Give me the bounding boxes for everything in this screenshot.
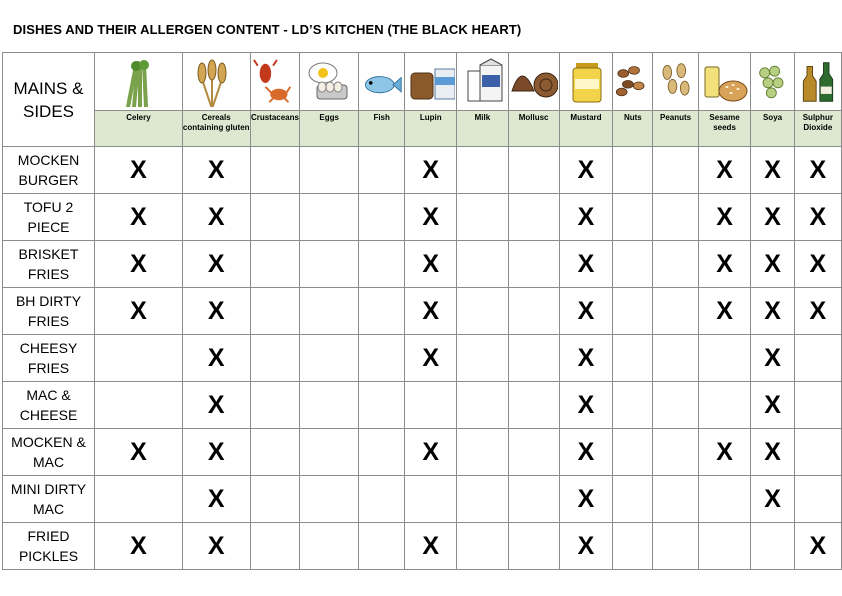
dish-row [3,382,842,429]
allergen-label: Crustaceans [250,111,300,147]
allergen-present-mark: X [405,241,457,288]
dish-row [3,429,842,476]
dish-name: CHEESY FRIES [3,335,95,382]
allergen-present-mark: X [559,194,612,241]
soya-icon [753,57,793,107]
allergen-empty-cell [359,241,405,288]
allergen-present-mark: X [559,335,612,382]
allergen-empty-cell [359,335,405,382]
allergen-present-mark: X [182,194,250,241]
lupin-icon [407,57,455,107]
allergen-label: Celery [95,111,183,147]
allergen-present-mark: X [751,335,794,382]
allergen-empty-cell [300,382,359,429]
allergen-empty-cell [653,241,698,288]
allergen-empty-cell [508,241,559,288]
allergen-empty-cell [300,429,359,476]
allergen-icon-cell [653,53,698,111]
allergen-present-mark: X [794,288,841,335]
allergen-empty-cell [613,194,653,241]
dish-name: BRISKET FRIES [3,241,95,288]
allergen-label: Milk [457,111,508,147]
allergen-empty-cell [794,429,841,476]
allergen-present-mark: X [95,147,183,194]
allergen-icon-cell [405,53,457,111]
dish-name: MAC & CHEESE [3,382,95,429]
allergen-label: Sesame seeds [698,111,751,147]
allergen-icon-cell [698,53,751,111]
allergen-present-mark: X [559,288,612,335]
allergen-present-mark: X [95,523,183,570]
allergen-present-mark: X [794,523,841,570]
dish-row [3,241,842,288]
allergen-present-mark: X [405,147,457,194]
allergen-empty-cell [613,523,653,570]
dish-name: TOFU 2 PIECE [3,194,95,241]
allergen-present-mark: X [95,241,183,288]
allergen-empty-cell [698,335,751,382]
allergen-empty-cell [794,476,841,523]
column-header-line: MAINS & [13,78,84,98]
allergen-empty-cell [250,523,300,570]
page-title: DISHES AND THEIR ALLERGEN CONTENT - LD’S KITCHEN (THE BLACK HEART) [13,22,522,37]
allergen-present-mark: X [698,147,751,194]
allergen-empty-cell [508,288,559,335]
sulphur-dioxide-icon [796,57,840,107]
allergen-present-mark: X [182,241,250,288]
allergen-empty-cell [613,335,653,382]
allergen-empty-cell [359,288,405,335]
allergen-empty-cell [457,194,508,241]
allergen-empty-cell [653,382,698,429]
allergen-present-mark: X [559,241,612,288]
allergen-present-mark: X [751,147,794,194]
column-header-mains-sides [3,53,95,147]
allergen-label: Mollusc [508,111,559,147]
allergen-label: Fish [359,111,405,147]
allergen-present-mark: X [751,382,794,429]
peanuts-icon [655,57,697,107]
allergen-empty-cell [95,476,183,523]
allergen-present-mark: X [698,288,751,335]
allergen-present-mark: X [559,476,612,523]
allergen-label: Peanuts [653,111,698,147]
dish-name: BH DIRTY FRIES [3,288,95,335]
fish-icon [360,57,403,107]
allergen-empty-cell [250,288,300,335]
allergen-icon-row [3,53,842,111]
dish-name: MOCKEN BURGER [3,147,95,194]
allergen-present-mark: X [751,288,794,335]
allergen-empty-cell [95,335,183,382]
mollusc-icon [510,57,558,107]
celery-icon [114,57,162,107]
allergen-icon-cell [794,53,841,111]
allergen-present-mark: X [182,429,250,476]
allergen-empty-cell [613,288,653,335]
dish-row [3,476,842,523]
dish-row [3,288,842,335]
allergen-present-mark: X [182,335,250,382]
allergen-present-mark: X [751,429,794,476]
allergen-empty-cell [794,335,841,382]
allergen-icon-cell [508,53,559,111]
allergen-present-mark: X [698,241,751,288]
allergen-empty-cell [359,194,405,241]
allergen-label: Cereals containing gluten [182,111,250,147]
allergen-empty-cell [653,476,698,523]
allergen-empty-cell [405,382,457,429]
allergen-empty-cell [653,335,698,382]
allergen-empty-cell [359,476,405,523]
allergen-icon-cell [250,53,300,111]
allergen-empty-cell [300,523,359,570]
allergen-empty-cell [457,382,508,429]
allergen-present-mark: X [559,382,612,429]
allergen-empty-cell [457,288,508,335]
allergen-present-mark: X [182,523,250,570]
allergen-icon-cell [95,53,183,111]
allergen-empty-cell [300,335,359,382]
milk-icon [458,57,506,107]
wheat-icon [192,57,240,107]
allergen-empty-cell [508,429,559,476]
allergen-empty-cell [508,382,559,429]
allergen-present-mark: X [182,382,250,429]
allergen-empty-cell [300,288,359,335]
allergen-present-mark: X [405,335,457,382]
allergen-empty-cell [751,523,794,570]
allergen-empty-cell [653,523,698,570]
allergen-empty-cell [613,382,653,429]
allergen-empty-cell [359,429,405,476]
allergen-present-mark: X [405,194,457,241]
dish-name: MINI DIRTY MAC [3,476,95,523]
allergen-present-mark: X [794,194,841,241]
allergen-empty-cell [698,523,751,570]
allergen-empty-cell [698,382,751,429]
allergen-present-mark: X [794,241,841,288]
allergen-empty-cell [457,429,508,476]
allergen-empty-cell [653,194,698,241]
allergen-present-mark: X [182,288,250,335]
allergen-icon-cell [359,53,405,111]
allergen-present-mark: X [95,194,183,241]
allergen-empty-cell [359,147,405,194]
eggs-icon [305,57,353,107]
allergen-present-mark: X [698,194,751,241]
allergen-empty-cell [300,241,359,288]
allergen-empty-cell [794,382,841,429]
allergen-empty-cell [250,382,300,429]
dish-name: FRIED PICKLES [3,523,95,570]
allergen-empty-cell [300,476,359,523]
allergen-present-mark: X [751,241,794,288]
allergen-present-mark: X [182,147,250,194]
nuts-icon [614,57,651,107]
dish-row [3,194,842,241]
allergen-empty-cell [457,147,508,194]
allergen-label: Eggs [300,111,359,147]
allergen-icon-cell [182,53,250,111]
allergen-empty-cell [508,476,559,523]
allergen-empty-cell [508,523,559,570]
allergen-present-mark: X [95,429,183,476]
allergen-empty-cell [508,335,559,382]
allergen-empty-cell [653,288,698,335]
allergen-empty-cell [457,523,508,570]
mustard-icon [562,57,610,107]
allergen-present-mark: X [559,523,612,570]
allergen-empty-cell [613,476,653,523]
allergen-icon-cell [559,53,612,111]
allergen-empty-cell [698,476,751,523]
allergen-present-mark: X [182,476,250,523]
allergen-present-mark: X [405,523,457,570]
allergen-label-row [3,111,842,147]
allergen-empty-cell [250,194,300,241]
allergen-empty-cell [250,476,300,523]
allergen-empty-cell [508,194,559,241]
allergen-present-mark: X [698,429,751,476]
allergen-icon-cell [751,53,794,111]
allergen-empty-cell [300,147,359,194]
allergen-empty-cell [653,147,698,194]
allergen-empty-cell [250,147,300,194]
allergen-empty-cell [508,147,559,194]
allergen-empty-cell [457,476,508,523]
allergen-empty-cell [653,429,698,476]
allergen-present-mark: X [405,288,457,335]
allergen-empty-cell [457,335,508,382]
allergen-present-mark: X [405,429,457,476]
dish-row [3,523,842,570]
allergen-present-mark: X [794,147,841,194]
allergen-empty-cell [613,429,653,476]
allergen-empty-cell [359,523,405,570]
allergen-label: Nuts [613,111,653,147]
allergen-icon-cell [457,53,508,111]
allergen-empty-cell [405,476,457,523]
allergen-icon-cell [613,53,653,111]
allergen-table [2,52,842,570]
allergen-present-mark: X [559,429,612,476]
allergen-empty-cell [613,241,653,288]
allergen-empty-cell [250,429,300,476]
allergen-empty-cell [250,241,300,288]
allergen-label: Lupin [405,111,457,147]
allergen-label: Sulphur Dioxide [794,111,841,147]
crustacean-icon [252,57,298,107]
allergen-empty-cell [359,382,405,429]
allergen-label: Soya [751,111,794,147]
allergen-empty-cell [95,382,183,429]
dish-row [3,335,842,382]
allergen-label: Mustard [559,111,612,147]
allergen-present-mark: X [559,147,612,194]
allergen-present-mark: X [751,476,794,523]
allergen-present-mark: X [95,288,183,335]
allergen-empty-cell [457,241,508,288]
allergen-empty-cell [300,194,359,241]
allergen-empty-cell [613,147,653,194]
allergen-present-mark: X [751,194,794,241]
dish-row [3,147,842,194]
sesame-icon [701,57,749,107]
dish-name: MOCKEN & MAC [3,429,95,476]
allergen-icon-cell [300,53,359,111]
column-header-line: SIDES [22,101,75,121]
allergen-empty-cell [250,335,300,382]
